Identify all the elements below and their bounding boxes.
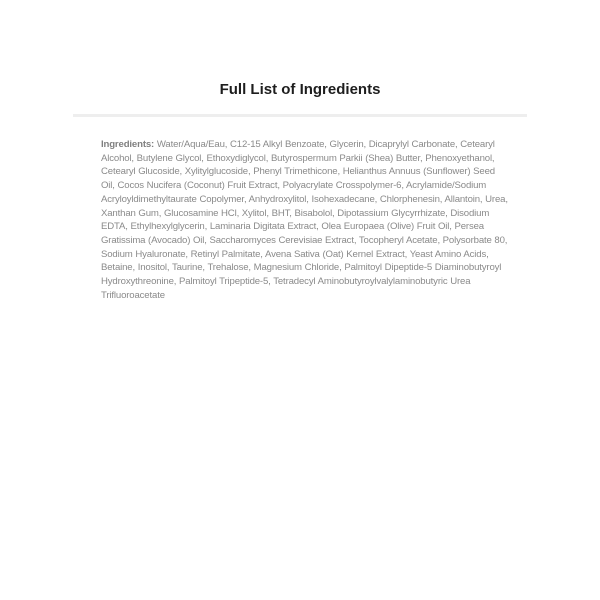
ingredients-list [101,138,509,302]
ingredients-text: Water/Aqua/Eau, C12-15 Alkyl Benzoate, Glycerin, Dicaprylyl Carbonate, Cetearyl Alcohol, Butylene Glycol, Ethoxydiglycol, Butyrospermum Parkii (Shea) Butter, Phenoxyethanol, Cetearyl Glucoside, Xylitylglucoside, Phenyl Trimethicone, Helianthus Annuus (Sunflower) Seed Oil, Cocos Nucifera (Coconut) Fruit Extract, Polyacrylate Crosspolymer-6, Acrylamide/Sodium Acryloyldimethyltaurate Copolymer, Anhydroxylitol, Isohexadecane, Chlorphenesin, Allantoin, Urea, Xanthan Gum, Glucosamine HCl, Xylitol, BHT, Bisabolol, Dipotassium Glycyrrhizate, Disodium EDTA, Ethylhexylglycerin, Laminaria Digitata Extract, Olea Europaea (Olive) Fruit Oil, Persea Gratissima (Avocado) Oil, Saccharomyces Cerevisiae Extract, Tocopheryl Acetate, Polysorbate 80, Sodium Hyaluronate, Retinyl Palmitate, Avena Sativa (Oat) Kernel Extract, Yeast Amino Acids, Betaine, Inositol, Taurine, Trehalose, Magnesium Chloride, Palmitoyl Dipeptide-5 Diaminobutyroyl Hydroxythreonine, Palmitoyl Tripeptide-5, Tetradecyl Aminobutyroylvalylaminobutyric Urea Trifluoroacetate [101,139,508,301]
ingredients-label: Ingredients: [101,139,155,150]
page-title: Full List of Ingredients [219,81,381,98]
title-divider [73,114,527,117]
